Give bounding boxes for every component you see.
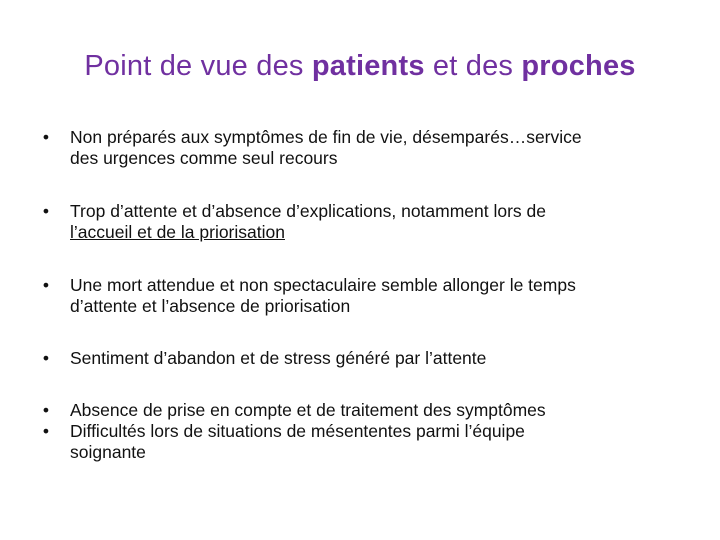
bullet-text-line — [70, 222, 686, 243]
title-bold-patients: patients — [311, 50, 425, 82]
title-part-1: Point de vue des — [84, 50, 312, 82]
bullet-item-4 — [36, 348, 686, 369]
bullet-marker: • — [42, 400, 50, 420]
bullet-item-5 — [36, 400, 686, 421]
bullet-text-line: Une mort attendue et non spectaculaire semble allonger le temps — [70, 275, 576, 295]
bullet-text-line: Difficultés lors de situations de mésententes parmi l’équipe — [70, 421, 525, 441]
bullet-list — [36, 127, 686, 463]
slide-title — [0, 50, 720, 83]
bullet-item-1 — [36, 127, 686, 169]
bullet-text-line: Trop d’attente et d’absence d’explications, notamment lors de — [70, 201, 547, 221]
bullet-item-3 — [36, 275, 686, 317]
bullet-text-line: Sentiment d’abandon et de stress généré par l’attente — [70, 348, 487, 368]
bullet-marker: • — [42, 348, 50, 368]
bullet-marker: • — [42, 421, 50, 441]
bullet-text-line: d’attente et l’absence de priorisation — [70, 296, 351, 316]
title-part-2: et des — [424, 50, 522, 82]
bullet-marker: • — [42, 127, 50, 147]
bullet-marker: • — [42, 275, 50, 295]
bullet-text-line: soignante — [70, 442, 146, 462]
bullet-text-line: Absence de prise en compte et de traitement des symptômes — [70, 400, 546, 420]
bullet-item-6 — [36, 421, 686, 463]
bullet-text-line: Non préparés aux symptômes de fin de vie, désemparés…service — [70, 127, 582, 147]
bullet-text-line: des urgences comme seul recours — [70, 148, 338, 168]
bullet-item-2 — [36, 201, 686, 243]
title-bold-proches: proches — [521, 50, 636, 82]
bullet-marker: • — [42, 201, 50, 221]
underlined-text: l’accueil et de la priorisation — [70, 222, 285, 242]
